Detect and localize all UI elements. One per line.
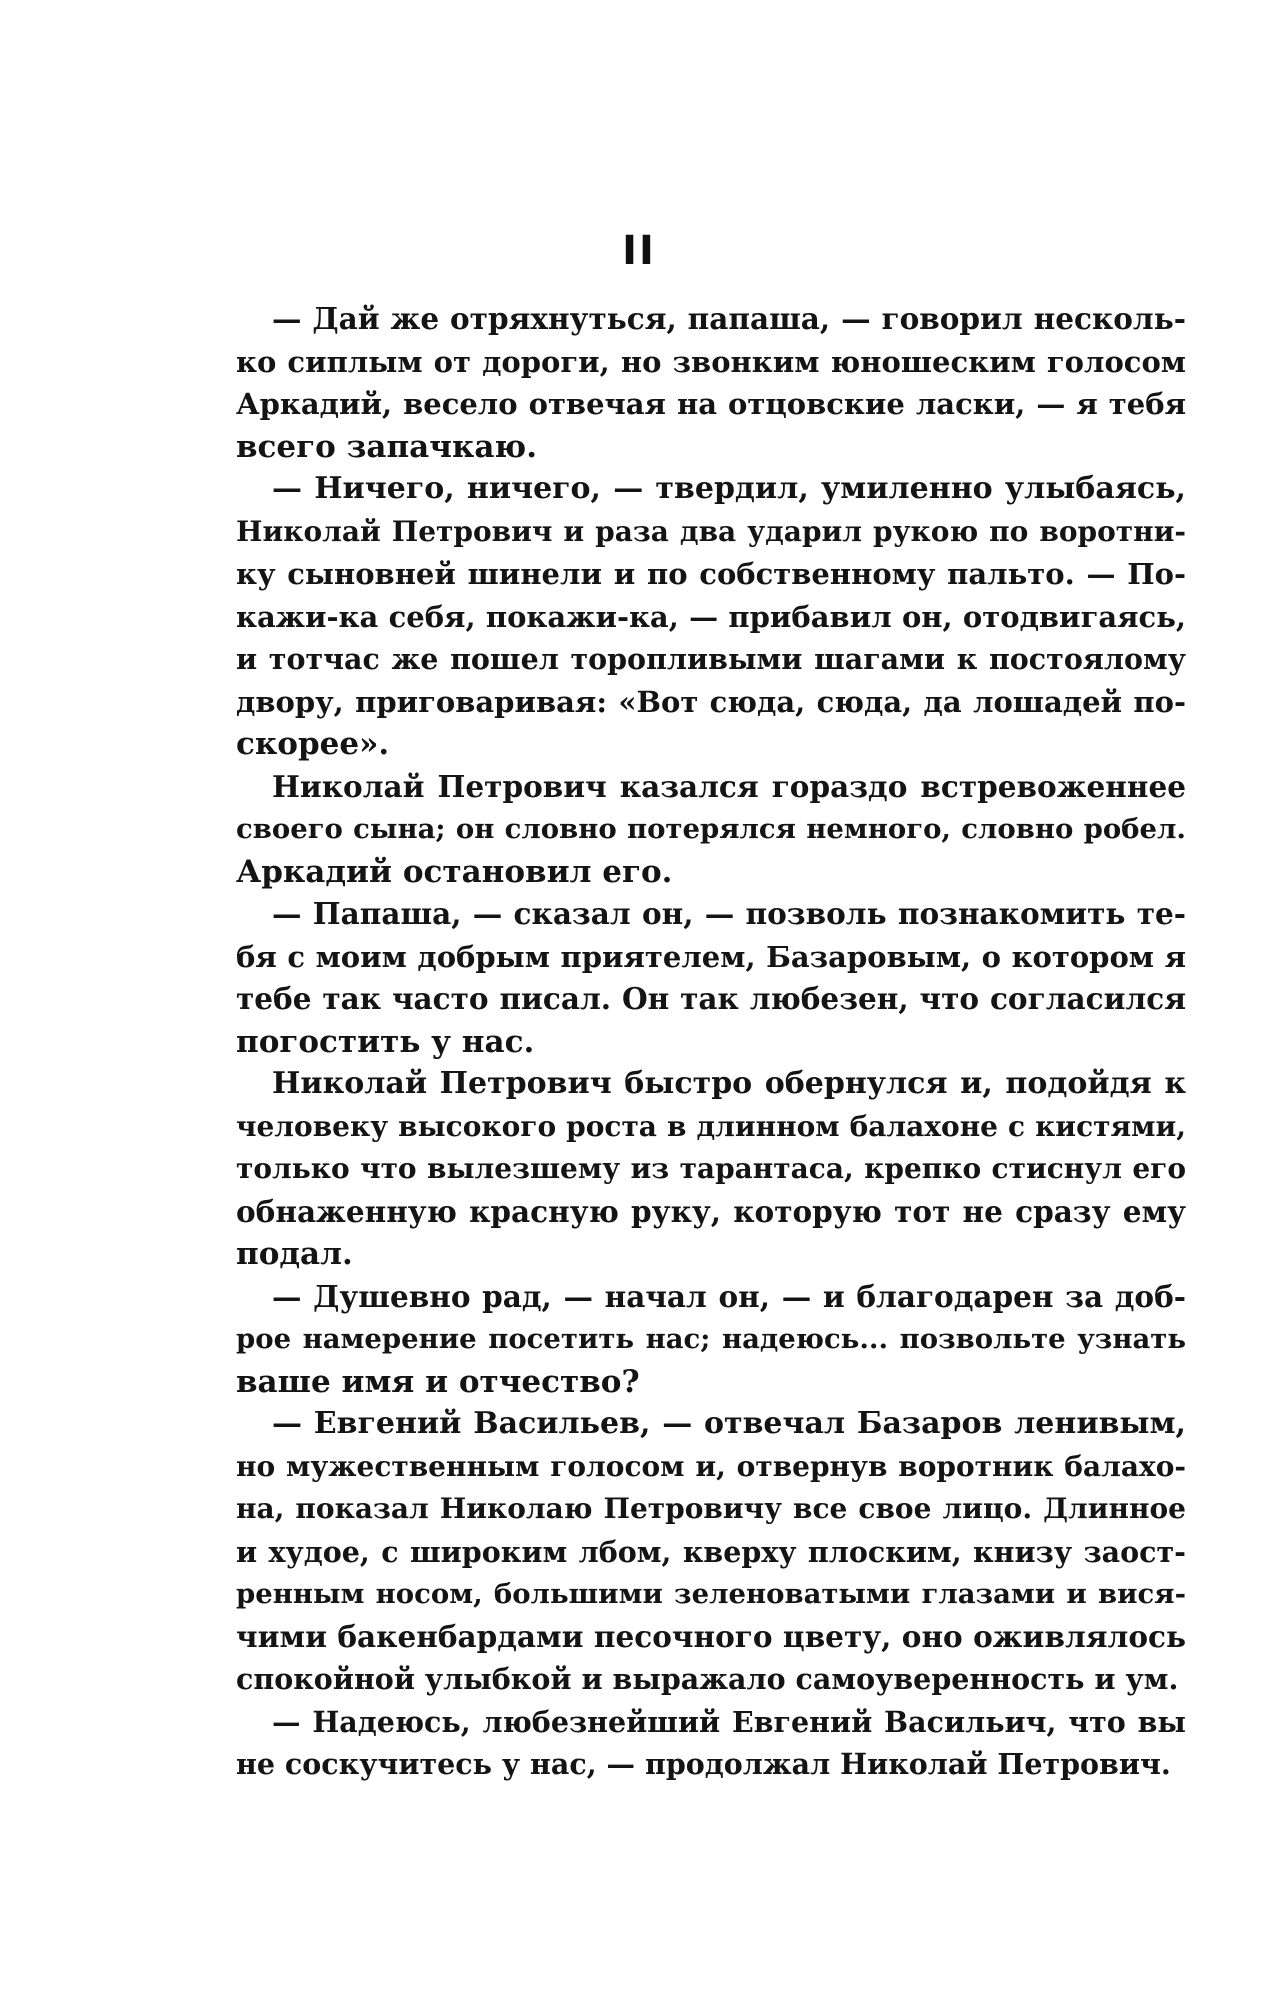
- text-line: Николай Петрович быстро обернулся и, подойдя к: [272, 1066, 1186, 1101]
- text-line: ко сиплым от дороги, но звонким юношеским голосом: [236, 344, 1186, 379]
- text-line: — Ничего, ничего, — твердил, умиленно улыбаясь,: [272, 471, 1186, 506]
- text-line: Николай Петрович и раза два ударил рукою по воротни-: [236, 514, 1186, 548]
- text-line: рое намерение посетить нас; надеюсь... позвольте узнать: [236, 1323, 1186, 1355]
- text-line: всего запачкаю.: [236, 428, 537, 465]
- text-line: своего сына; он словно потерялся немного, словно робел.: [236, 813, 1186, 845]
- text-line: Аркадий остановил его.: [236, 853, 673, 890]
- text-line: — Душевно рад, — начал он, — и благодарен за доб-: [272, 1278, 1186, 1314]
- text-line: тебе так часто писал. Он так любезен, что согласился: [236, 981, 1186, 1016]
- paragraph: [236, 1063, 1186, 1276]
- text-line: ваше имя и отчество?: [236, 1363, 640, 1400]
- chapter-number: II: [622, 228, 656, 274]
- text-line: и тотчас же пошел торопливыми шагами к постоялому: [236, 642, 1186, 676]
- text-line: ку сыновней шинели и по собственному пальто. — По-: [236, 557, 1186, 591]
- text-line: подал.: [236, 1236, 353, 1272]
- text-line: спокойной улыбкой и выражало самоуверенность и ум.: [236, 1662, 1179, 1696]
- chapter-text: [236, 298, 1186, 1786]
- text-line: чими бакенбардами песочного цвету, оно оживлялось: [236, 1618, 1186, 1654]
- text-line: скорее».: [236, 726, 390, 762]
- text-line: только что вылезшему из тарантаса, крепко стиснул его: [236, 1152, 1186, 1185]
- paragraph: [236, 298, 1186, 468]
- text-line: кажи-ка себя, покажи-ка, — прибавил он, отодвигаясь,: [236, 599, 1186, 634]
- text-line: — Дай же отряхнуться, папаша, — говорил несколь-: [272, 301, 1186, 336]
- paragraph: [236, 766, 1186, 894]
- paragraph: [236, 1403, 1186, 1701]
- paragraph: [236, 893, 1186, 1063]
- paragraph: [236, 1701, 1186, 1786]
- text-line: ренным носом, большими зеленоватыми глазами и вися-: [236, 1578, 1186, 1610]
- paragraph: [236, 468, 1186, 766]
- text-line: человеку высокого роста в длинном балахоне с кистями,: [236, 1109, 1186, 1143]
- text-line: — Евгений Васильев, — отвечал Базаров ленивым,: [272, 1406, 1186, 1441]
- text-line: обнаженную красную руку, которую тот не сразу ему: [236, 1193, 1186, 1229]
- text-line: не соскучитесь у нас, — продолжал Николай Петрович.: [236, 1747, 1171, 1781]
- text-line: и худое, с широким лбом, кверху плоским, книзу заост-: [236, 1534, 1186, 1569]
- paragraph: [236, 1276, 1186, 1404]
- text-line: — Папаша, — сказал он, — позволь познакомить те-: [272, 896, 1186, 931]
- text-line: Николай Петрович казался гораздо встревоженнее: [272, 768, 1186, 804]
- text-line: на, показал Николаю Петровичу все свое лицо. Длинное: [236, 1492, 1186, 1525]
- text-line: — Надеюсь, любезнейший Евгений Васильич, что вы: [272, 1704, 1186, 1739]
- text-line: двору, приговаривая: «Вот сюда, сюда, да лошадей по-: [236, 684, 1186, 719]
- text-line: бя с моим добрым приятелем, Базаровым, о котором я: [236, 939, 1186, 974]
- text-line: но мужественным голосом и, отвернув воротник балахо-: [236, 1449, 1186, 1483]
- text-line: погостить у нас.: [236, 1023, 535, 1060]
- text-line: Аркадий, весело отвечая на отцовские ласки, — я тебя: [236, 387, 1186, 421]
